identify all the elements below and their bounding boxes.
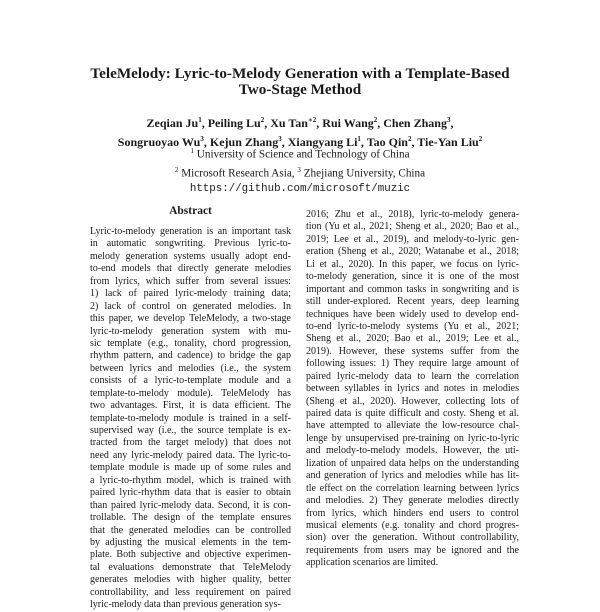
text-line: plate. Both subjective and objective experimen- <box>90 549 291 561</box>
text-line: and melodies. 2) They generate melodies directly <box>306 495 519 507</box>
text-line: important and common tasks in songwriting and is <box>306 283 519 295</box>
affiliation-marker: 2 <box>174 166 179 175</box>
author-line: Zeqian Ju$^1$, Peiling Lu$^2$, Xu Tan$^{∗2}$, Rui Wang$^2$, Chen Zhang$^3$, <box>146 116 454 130</box>
title-line: Two-Stage Method <box>238 81 362 98</box>
text-line: between lyrics and melodies (i.e., the system <box>90 362 291 374</box>
text-line: sic template (e.g., tonality, chord progression, <box>90 337 291 349</box>
text-line: 2019). However, these systems suffer from the <box>306 345 519 357</box>
author-affiliation-marker: 2 <box>478 135 483 143</box>
text-line: between syllables in lyrics and notes in melodies <box>306 383 519 395</box>
author-affiliation-marker: 3 <box>200 135 204 143</box>
text-line: musical elements (e.g. tonality and chord progres- <box>306 519 519 531</box>
text-line: lyric-to-melody generation system with mu- <box>90 325 291 337</box>
abstract-body <box>90 226 291 612</box>
text-line: need any lyric-melody paired data. The lyric-to- <box>90 449 291 461</box>
author-name: Chen Zhang <box>383 116 447 130</box>
text-line: generates melodies with higher quality, better <box>90 574 291 586</box>
text-line: lenge by unsupervised pre-training on lyric-to-lyric <box>306 432 519 444</box>
title-line: TeleMelody: Lyric-to-Melody Generation with a Template-Based <box>90 65 510 82</box>
text-line: to-end models that directly generate melodies <box>90 263 291 275</box>
affiliation-text: University of Science and Technology of China <box>196 148 410 161</box>
text-line: 2019; Lee et al., 2019), and melody-to-lyric gen- <box>306 233 519 245</box>
affiliations <box>0 144 600 198</box>
author-affiliation-marker: 3 <box>446 116 451 124</box>
text-line: template module is made up of some rules and <box>90 462 291 474</box>
affiliation-2 <box>0 163 600 182</box>
author-name: Xiangyang Li <box>287 135 358 149</box>
text-line: 2016; Zhu et al., 2018), lyric-to-melody genera- <box>306 209 519 220</box>
repo-url[interactable]: https://github.com/microsoft/muzic <box>189 183 411 196</box>
affiliation-marker: 1 <box>190 147 194 155</box>
text-line: lization of unpaired data helps on the understanding <box>306 457 519 469</box>
text-line: and melody-to-melody models. However, the uti- <box>306 445 519 457</box>
text-line: from lyrics, which suffer from several issues: <box>90 275 291 287</box>
text-line: template-to-melody module). TeleMelody has <box>90 387 291 399</box>
text-line: two advantages. First, it is data efficient. The <box>90 400 291 412</box>
author-affiliation-marker: 2 <box>373 116 378 124</box>
author-affiliation-marker: 2 <box>407 135 412 143</box>
text-line: tle effect on the correlation learning between lyrics <box>306 482 519 494</box>
text-line: have attempted to alleviate the low-resource chal- <box>306 420 519 432</box>
text-line: in automatic songwriting. Previous lyric-to- <box>90 238 291 250</box>
author-affiliation-marker: 3 <box>278 135 282 143</box>
affiliation-marker: 3 <box>297 166 301 175</box>
text-line: to-melody generation, since it is one of the most <box>306 271 519 283</box>
text-line: template-to-melody module is trained in a self- <box>90 412 291 424</box>
author-affiliation-marker: ∗2 <box>307 116 317 124</box>
author-line: Songruoyao Wu$^3$, Kejun Zhang$^3$, Xiangyang Li$^1$, Tao Qin$^2$, Tie-Yan Liu$^2$ <box>117 135 483 149</box>
text-line: to-end lyric-to-melody systems (Yu et al., 2021; <box>306 320 519 332</box>
text-line: Lyric-to-melody generation is an important task <box>90 226 291 237</box>
affiliation-text: Microsoft Research Asia, <box>181 167 295 180</box>
text-line: consists of a lyric-to-template module and a <box>90 375 291 387</box>
text-line: tal evaluations demonstrate that TeleMelody <box>90 561 291 573</box>
text-line: tion (Yu et al., 2021; Sheng et al., 2020; Bao et al., <box>306 221 519 233</box>
text-line: still under-explored. Recent years, deep learning <box>306 296 519 308</box>
author-affiliation-marker: 1 <box>357 135 361 143</box>
text-line: this paper, we develop TeleMelody, a two-stage <box>90 313 291 325</box>
affiliation-1 <box>0 144 600 163</box>
author-name: Kejun Zhang <box>209 135 279 149</box>
text-line: controllability, and less requirement on paired <box>90 586 291 598</box>
text-line: paired lyric-melody data to learn the correlation <box>306 370 519 382</box>
text-line: lyric-melody data than previous generation sys- <box>90 599 281 611</box>
author-name: Rui Wang <box>322 116 374 130</box>
text-line: paired data is quite difficult and costy. Sheng et al. <box>306 408 519 419</box>
text-line: supervised way (i.e., the source template is ex- <box>90 425 291 436</box>
text-line: than paired lyric-melody data. Second, it is con- <box>90 499 291 511</box>
author-name: Tao Qin <box>366 135 408 149</box>
text-line: 1) lack of paired lyric-melody training data; <box>90 288 291 300</box>
text-line: eration (Sheng et al., 2020; Watanabe et al., 2018; <box>306 246 519 258</box>
affiliation-text: Zhejiang University, China <box>303 167 426 180</box>
paper-title <box>0 66 600 98</box>
text-line: trollable. The design of the template ensures <box>90 512 291 524</box>
text-line: techniques have been widely used to develop end- <box>306 308 519 320</box>
introduction-body <box>306 209 519 570</box>
text-line: application scenarios are limited. <box>306 557 439 569</box>
author-name: Zeqian Ju <box>146 116 199 130</box>
text-line: requirements from users may be ignored and the <box>306 544 519 556</box>
text-line: paired lyric-rhythm data that is easier to obtain <box>90 487 291 499</box>
text-line: Sheng et al., 2020; Bao et al., 2019; Lee et al., <box>306 333 519 345</box>
text-line: rhythm pattern, and cadence) to bridge the gap <box>90 350 291 362</box>
text-line: by adjusting the musical elements in the tem- <box>90 536 291 548</box>
text-line: that the generated melodies can be controlled <box>90 524 291 536</box>
author-affiliation-marker: 1 <box>198 116 202 124</box>
author-name: Xu Tan <box>270 116 308 130</box>
text-line: (Sheng et al., 2020). However, collecting lots of <box>306 395 519 407</box>
text-line: and generation of lyrics and melodies while has lit- <box>306 470 519 482</box>
text-line: Li et al., 2020). In this paper, we focus on lyric- <box>306 258 519 270</box>
text-line: a lyric-to-rhythm model, which is trained with <box>90 474 291 486</box>
author-name: Peiling Lu <box>207 116 261 130</box>
text-line: following issues: 1) They require large amount of <box>306 358 519 370</box>
author-name: Songruoyao Wu <box>117 135 201 149</box>
abstract-heading: Abstract <box>169 205 212 217</box>
text-line: 2) lack of control on generated melodies. In <box>90 300 291 312</box>
author-affiliation-marker: 2 <box>260 116 265 124</box>
text-line: melody generation systems usually adopt end- <box>90 250 291 262</box>
text-line: tracted from the target melody) that does not <box>90 437 291 449</box>
author-name: Tie-Yan Liu <box>417 135 479 149</box>
text-line: from lyrics, which hinders end users to control <box>306 507 519 519</box>
text-line: sion) over the generation. Without controllability, <box>306 532 519 544</box>
